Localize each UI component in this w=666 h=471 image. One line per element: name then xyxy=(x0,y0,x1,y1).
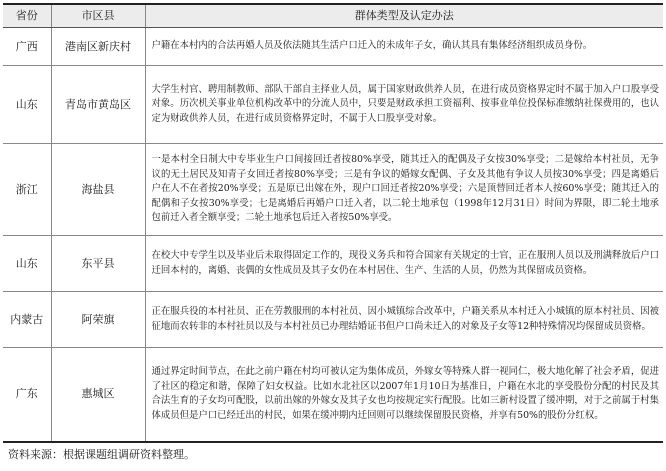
table-row xyxy=(3,144,663,236)
table-header xyxy=(3,4,663,28)
table-row xyxy=(3,236,663,292)
county-cell: 东平县 xyxy=(51,236,145,292)
header-method: 群体类型及认定办法 xyxy=(145,4,663,28)
county-cell: 惠城区 xyxy=(51,348,145,442)
province-cell: 内蒙古 xyxy=(3,292,51,348)
method-cell: 一是本村全日制大中专毕业生户口间接回迁者按80%享受，随其迁入的配偶及子女按30%享受；二是嫁给本村社员，无争议的无土居民及知青子女回迁者按80%享受；三是有争议的婚嫁女配偶、子女及其他有争议人员按30%享受；四是离婚后户在人不在者按20%享受；五是原已出嫁在外，现户口回迁者按20%享受；六是顶替回迁者本人按60%享受；随其迁入的配偶和子女按30%享受；七是离婚后再婚户口迁入者，以二轮土地承包（1998年12月31日）时间为界限，即二轮土地承包前迁入者全额享受；二轮土地承包后迁入者按50%享受。 xyxy=(145,144,663,236)
county-cell: 青岛市黄岛区 xyxy=(51,66,145,144)
method-cell: 正在服兵役的本村社员、正在劳教服刑的本村社员、因小城镇综合改革中，户籍关系从本村迁入小城镇的原本村社员、因被征地而农转非的本村社员以及与本村社员已办理结婚证书但户口尚未迁入的对象及子女等12种特殊情况均保留成员资格。 xyxy=(145,292,663,348)
table-row xyxy=(3,28,663,66)
table-row xyxy=(3,66,663,144)
membership-policy-table xyxy=(3,3,663,443)
header-county: 市区县 xyxy=(51,4,145,28)
county-cell: 港南区新庆村 xyxy=(51,28,145,66)
method-cell: 户籍在本村内的合法再婚人员及依法随其生活户口迁入的未成年子女，确认其具有集体经济组织成员身份。 xyxy=(145,28,663,66)
table-row xyxy=(3,292,663,348)
province-cell: 浙江 xyxy=(3,144,51,236)
province-cell: 山东 xyxy=(3,236,51,292)
province-cell: 广东 xyxy=(3,348,51,442)
method-cell: 大学生村官、聘用制教师、部队干部自主择业人员，属于国家财政供养人员，在进行成员资格界定时不属于加入户口股享受对象。历次机关事业单位机构改革中的分流人员中，只要是财政承担工资福利、按事业单位投保标准缴纳社保费用的，也认定为财政供养人员，在进行成员资格界定时，不属于人口股享受对象。 xyxy=(145,66,663,144)
header-row xyxy=(3,4,663,28)
source-note: 资料来源：根据课题组调研资料整理。 xyxy=(8,448,195,461)
method-cell: 通过界定时间节点，在此之前户籍在村均可被认定为集体成员，外嫁女等特殊人群一视同仁，极大地化解了社会矛盾，促进了社区的稳定和谐，保障了妇女权益。比如水北社区以2007年1月10日为基准日，户籍在水北的享受股份分配的村民及其合法生育的子女均可配股，以前出嫁的外嫁女及其子女也均按规定实行配股。比如三新村设置了缓冲期，对于之前属于村集体成员但是户口已经迁出的村民，如果在缓冲期内迁回则可以继续保留股民资格，并享有50%的股份分红权。 xyxy=(145,348,663,442)
method-cell: 在校大中专学生以及毕业后未取得固定工作的，现役义务兵和符合国家有关规定的士官，正在服刑人员以及刑满释放后户口迁回本村的，离婚、丧偶的女性成员及其子女仍在本村居住、生产、生活的人员，仍然为其保留成员资格。 xyxy=(145,236,663,292)
province-cell: 广西 xyxy=(3,28,51,66)
header-province: 省份 xyxy=(3,4,51,28)
table-body xyxy=(3,28,663,442)
county-cell: 海盐县 xyxy=(51,144,145,236)
province-cell: 山东 xyxy=(3,66,51,144)
county-cell: 阿荣旗 xyxy=(51,292,145,348)
table-row xyxy=(3,348,663,442)
